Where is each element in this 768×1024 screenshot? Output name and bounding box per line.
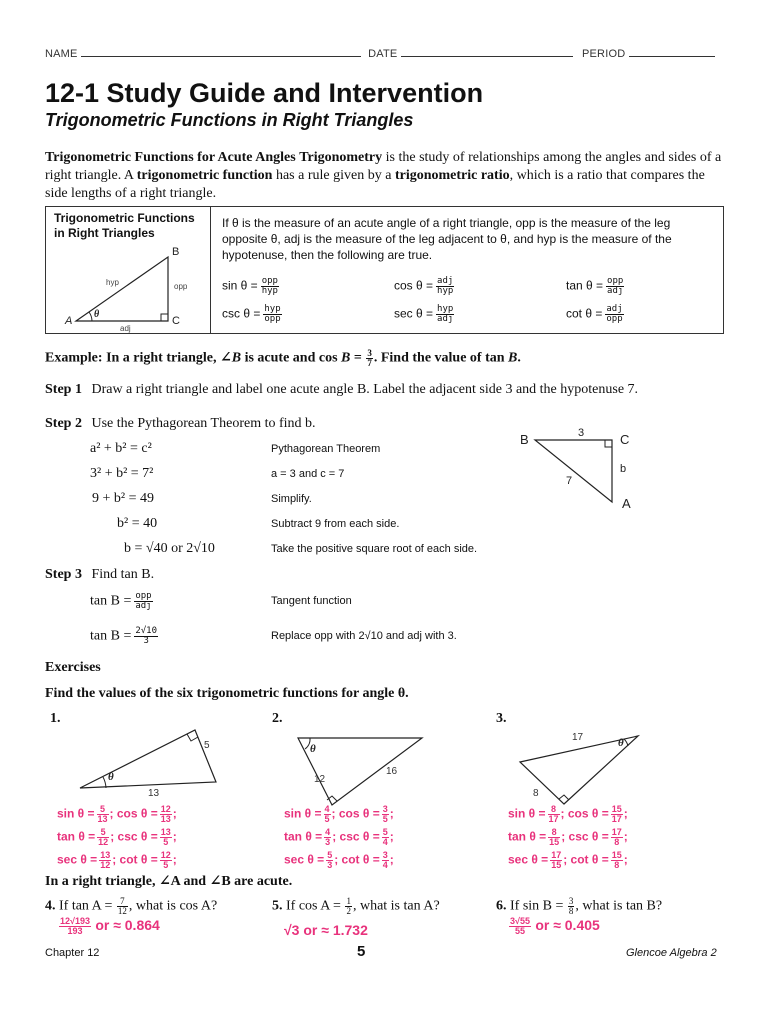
box-title-line1: Trigonometric Functions bbox=[54, 211, 195, 225]
fraction: $\frac{\text{adj}}{\text{opp}}$ bbox=[606, 304, 623, 324]
ratio-2: tan θ = $\frac{\text{opp}}{\text{adj}}$ bbox=[566, 276, 624, 296]
step2-label-b: b bbox=[620, 463, 627, 475]
step1-label: Step 1 bbox=[45, 382, 82, 397]
problem-2-answer-row-1: tan θ = $\frac{4}{3}$ ; csc θ = $\frac{5}{4}$ ; bbox=[284, 827, 394, 847]
q4-pre: If tan A = bbox=[59, 898, 113, 914]
fraction: $\frac{5}{13}$ bbox=[97, 804, 108, 824]
example-fraction: $\frac{3}{7}$ bbox=[367, 348, 372, 368]
page-title: 12-1 Study Guide and Intervention bbox=[45, 78, 484, 108]
step2-right-angle-mark bbox=[605, 440, 612, 447]
q4-answer-fraction: $\frac{12√193}{193}$ bbox=[60, 916, 90, 937]
box-vertex-A: A bbox=[65, 315, 73, 327]
intro-term3: trigonometric ratio bbox=[394, 168, 510, 183]
fraction: $\frac{8}{17}$ bbox=[548, 804, 559, 824]
problem-1-answer-row-0: sin θ = $\frac{5}{13}$ ; cos θ = $\frac{12}{13}$ ; bbox=[57, 804, 177, 824]
fraction: $\frac{3}{4}$ bbox=[382, 850, 388, 870]
fraction: $\frac{\text{hyp}}{\text{opp}}$ bbox=[264, 304, 281, 324]
step2-note-0: Pythagorean Theorem bbox=[271, 443, 381, 455]
period-label: PERIOD bbox=[581, 48, 626, 60]
problem-2-theta: θ bbox=[310, 743, 316, 755]
example-text-b: is acute and cos bbox=[241, 350, 342, 366]
problem-3-triangle bbox=[512, 728, 662, 808]
step2-text: Use the Pythagorean Theorem to find b. bbox=[91, 416, 316, 431]
q4-number: 4. bbox=[45, 898, 56, 914]
box-ratios bbox=[222, 277, 722, 329]
period-blank[interactable] bbox=[629, 47, 715, 57]
q6-number: 6. bbox=[496, 898, 507, 914]
q6-fraction: $\frac{3}{8}$ bbox=[568, 896, 574, 916]
problem-1-answer-row-1: tan θ = $\frac{5}{12}$ ; csc θ = $\frac{13}{5}$ ; bbox=[57, 827, 177, 847]
step3 bbox=[45, 567, 154, 583]
name-blank[interactable] bbox=[81, 47, 361, 57]
q6-answer bbox=[508, 917, 600, 936]
intro-heading: Trigonometric Functions for Acute Angles bbox=[45, 150, 296, 165]
problem-1-label-13: 13 bbox=[148, 788, 160, 798]
example-var-b1: B bbox=[231, 350, 242, 366]
fraction: $\frac{4}{3}$ bbox=[325, 827, 331, 847]
intro-text3: , which is a ratio that compares the side lengths of a right triangle. bbox=[45, 168, 705, 201]
fraction: $\frac{2√10}{3}$ bbox=[135, 626, 158, 646]
question-5 bbox=[272, 897, 440, 916]
date-blank[interactable] bbox=[401, 47, 573, 57]
intro-paragraph bbox=[45, 149, 725, 203]
fraction: $\frac{3}{5}$ bbox=[382, 804, 388, 824]
box-triangle-diagram bbox=[46, 237, 210, 333]
example-statement bbox=[45, 349, 521, 368]
ratio-1: cos θ = $\frac{\text{adj}}{\text{hyp}}$ bbox=[394, 276, 454, 296]
problem-2-number: 2. bbox=[272, 711, 283, 726]
box-title-line2: in Right Triangles bbox=[54, 226, 155, 240]
step2-triangle bbox=[535, 440, 612, 502]
q4-post: , what is cos A? bbox=[128, 898, 218, 914]
problem-3-answer-row-2: sec θ = $\frac{17}{15}$ ; cot θ = $\frac{15}{8}$ ; bbox=[508, 850, 628, 870]
step2-vertex-B: B bbox=[520, 432, 529, 447]
q6-post: , what is tan B? bbox=[575, 898, 663, 914]
problem-3-right-angle bbox=[559, 795, 569, 800]
problem-2-answer-row-0: sin θ = $\frac{4}{5}$ ; cos θ = $\frac{3}{5}$ ; bbox=[284, 804, 394, 824]
box-description: If θ is the measure of an acute angle of a right triangle, opp is the measure of the leg opposite θ, adj is the measure of the leg adjacent to θ, and hyp is the measure of the hypotenuse, then the following are true. bbox=[222, 216, 672, 262]
step2-label-7: 7 bbox=[566, 475, 573, 487]
fraction: $\frac{\text{opp}}{\text{adj}}$ bbox=[607, 276, 624, 296]
step1 bbox=[45, 382, 638, 398]
fraction: $\frac{4}{5}$ bbox=[324, 804, 330, 824]
q6-answer-decimal: or ≈ 0.405 bbox=[535, 917, 600, 933]
step2 bbox=[45, 416, 316, 432]
intro-text1: is the study of relationships among the angles and sides of a right triangle. A bbox=[45, 150, 722, 183]
ratio-0: sin θ = $\frac{\text{opp}}{\text{hyp}}$ bbox=[222, 276, 278, 296]
problem-2-triangle bbox=[290, 730, 440, 810]
step3-equation-0: tan B = $\frac{\text{opp}}{\text{adj}}$ bbox=[90, 591, 152, 611]
box-vertex-B: B bbox=[172, 246, 180, 258]
box-label-adj: adj bbox=[120, 324, 131, 333]
question-4 bbox=[45, 897, 217, 916]
q5-post: , what is tan A? bbox=[352, 898, 440, 914]
fraction: $\frac{\text{adj}}{\text{hyp}}$ bbox=[437, 276, 454, 296]
problem-2-answer-row-2: sec θ = $\frac{5}{3}$ ; cot θ = $\frac{3}{4}$ ; bbox=[284, 850, 394, 870]
box-label-hyp: hyp bbox=[106, 278, 119, 287]
step3-note-1: Replace opp with 2√10 and adj with 3. bbox=[271, 630, 457, 642]
q4-answer-decimal: or ≈ 0.864 bbox=[95, 917, 160, 933]
step2-label: Step 2 bbox=[45, 416, 82, 431]
problem-2-label-12: 12 bbox=[314, 774, 326, 785]
step2-equation-3: b² = 40 bbox=[117, 516, 158, 531]
q4-answer bbox=[58, 917, 160, 936]
fraction: $\frac{12}{13}$ bbox=[160, 804, 171, 824]
step2-equation-2: 9 + b² = 49 bbox=[92, 491, 154, 506]
step2-label-3: 3 bbox=[578, 427, 585, 439]
name-label: NAME bbox=[45, 48, 78, 60]
fraction: $\frac{15}{8}$ bbox=[611, 850, 622, 870]
example-var-b3: B bbox=[508, 350, 518, 366]
box-label-opp: opp bbox=[174, 282, 188, 291]
problem-1-triangle bbox=[70, 718, 240, 798]
box-divider bbox=[210, 207, 211, 333]
fraction: $\frac{13}{5}$ bbox=[160, 827, 171, 847]
example-text-e: . bbox=[517, 350, 521, 366]
problem-3-answer-row-0: sin θ = $\frac{8}{17}$ ; cos θ = $\frac{15}{17}$ ; bbox=[508, 804, 628, 824]
step2-equation-1: 3² + b² = 7² bbox=[90, 466, 154, 481]
q6-pre: If sin B = bbox=[510, 898, 564, 914]
exercises-instruction: Find the values of the six trigonometric functions for angle θ. bbox=[45, 686, 409, 701]
fraction: $\frac{5}{12}$ bbox=[98, 827, 109, 847]
ratio-4: sec θ = $\frac{\text{hyp}}{\text{adj}}$ bbox=[394, 304, 454, 324]
footer-chapter: Chapter 12 bbox=[45, 947, 100, 959]
box-triangle bbox=[76, 257, 168, 321]
problem-3-number: 3. bbox=[496, 711, 507, 726]
definition-box bbox=[45, 206, 724, 334]
fraction: $\frac{17}{15}$ bbox=[551, 850, 562, 870]
problem-3-theta: θ bbox=[618, 737, 624, 749]
question-6 bbox=[496, 897, 662, 916]
problem-1-number: 1. bbox=[50, 711, 61, 726]
step2-note-1: a = 3 and c = 7 bbox=[271, 468, 345, 480]
step2-note-2: Simplify. bbox=[271, 493, 312, 505]
date-label: DATE bbox=[368, 48, 398, 60]
step2-note-4: Take the positive square root of each side. bbox=[271, 543, 478, 555]
step2-equation-0: a² + b² = c² bbox=[90, 441, 152, 456]
q4-fraction: $\frac{7}{12}$ bbox=[117, 896, 127, 916]
box-right-angle-mark bbox=[161, 314, 168, 321]
box-vertex-C: C bbox=[172, 315, 180, 327]
example-text-c: = bbox=[350, 350, 366, 366]
step2-triangle-diagram bbox=[510, 424, 650, 514]
box-angle-arc bbox=[89, 312, 92, 321]
step2-vertex-C: C bbox=[620, 432, 630, 447]
step1-text: Draw a right triangle and label one acute angle B. Label the adjacent side 3 and the hypotenuse 7. bbox=[91, 382, 639, 397]
fraction: $\frac{5}{3}$ bbox=[327, 850, 333, 870]
step2-equation-4: b = √40 or 2√10 bbox=[124, 541, 215, 556]
exercises-heading: Exercises bbox=[45, 660, 101, 675]
intro-text2: has a rule given by a bbox=[272, 168, 395, 183]
fraction: $\frac{\text{opp}}{\text{adj}}$ bbox=[135, 591, 152, 611]
fraction: $\frac{15}{17}$ bbox=[611, 804, 622, 824]
fraction: $\frac{\text{opp}}{\text{hyp}}$ bbox=[261, 276, 278, 296]
q5-fraction: $\frac{1}{2}$ bbox=[346, 896, 351, 916]
step3-text: Find tan B. bbox=[91, 567, 155, 582]
footer-book: Glencoe Algebra 2 bbox=[626, 947, 717, 959]
intro-term2: trigonometric function bbox=[136, 168, 273, 183]
step3-label: Step 3 bbox=[45, 567, 82, 582]
box-label-theta: θ bbox=[94, 309, 100, 320]
q6-answer-fraction: $\frac{3√55}{55}$ bbox=[510, 916, 530, 937]
step2-vertex-A: A bbox=[622, 496, 631, 511]
problem-3-answer-row-1: tan θ = $\frac{8}{15}$ ; csc θ = $\frac{17}{8}$ ; bbox=[508, 827, 628, 847]
step3-equation-1: tan B = $\frac{2√10}{3}$ bbox=[90, 626, 158, 646]
exercises-instruction-2: In a right triangle, ∠A and ∠B are acute. bbox=[45, 874, 293, 889]
problem-3-label-8: 8 bbox=[533, 788, 539, 799]
footer-page-number: 5 bbox=[357, 943, 366, 960]
fraction: $\frac{13}{12}$ bbox=[100, 850, 111, 870]
problem-1-right-angle bbox=[187, 734, 198, 741]
header-fields bbox=[45, 47, 715, 60]
problem-3-label-17: 17 bbox=[572, 732, 584, 743]
intro-term1: Trigonometry bbox=[299, 150, 383, 165]
example-var-b2: B bbox=[341, 350, 351, 366]
problem-1-answer-row-2: sec θ = $\frac{13}{12}$ ; cot θ = $\frac{12}{5}$ ; bbox=[57, 850, 177, 870]
q5-answer: √3 or ≈ 1.732 bbox=[284, 922, 368, 938]
page-subtitle: Trigonometric Functions in Right Triangles bbox=[45, 110, 414, 130]
step3-note-0: Tangent function bbox=[271, 595, 352, 607]
problem-1-theta: θ bbox=[108, 771, 114, 783]
fraction: $\frac{12}{5}$ bbox=[160, 850, 171, 870]
ratio-5: cot θ = $\frac{\text{adj}}{\text{opp}}$ bbox=[566, 304, 623, 324]
fraction: $\frac{\text{hyp}}{\text{adj}}$ bbox=[437, 304, 454, 324]
step2-note-3: Subtract 9 from each side. bbox=[271, 518, 400, 530]
problem-2-right-angle bbox=[327, 796, 337, 801]
fraction: $\frac{8}{15}$ bbox=[549, 827, 560, 847]
example-text-d: . Find the value of tan bbox=[373, 350, 509, 366]
ratio-3: csc θ = $\frac{\text{hyp}}{\text{opp}}$ bbox=[222, 304, 281, 324]
fraction: $\frac{5}{4}$ bbox=[382, 827, 388, 847]
problem-1-label-5: 5 bbox=[204, 740, 210, 751]
example-text-a: In a right triangle, ∠ bbox=[106, 350, 232, 366]
example-label: Example: bbox=[45, 350, 103, 366]
fraction: $\frac{17}{8}$ bbox=[611, 827, 622, 847]
problem-2-label-16: 16 bbox=[386, 766, 398, 777]
q5-pre: If cos A = bbox=[286, 898, 341, 914]
q5-number: 5. bbox=[272, 898, 283, 914]
